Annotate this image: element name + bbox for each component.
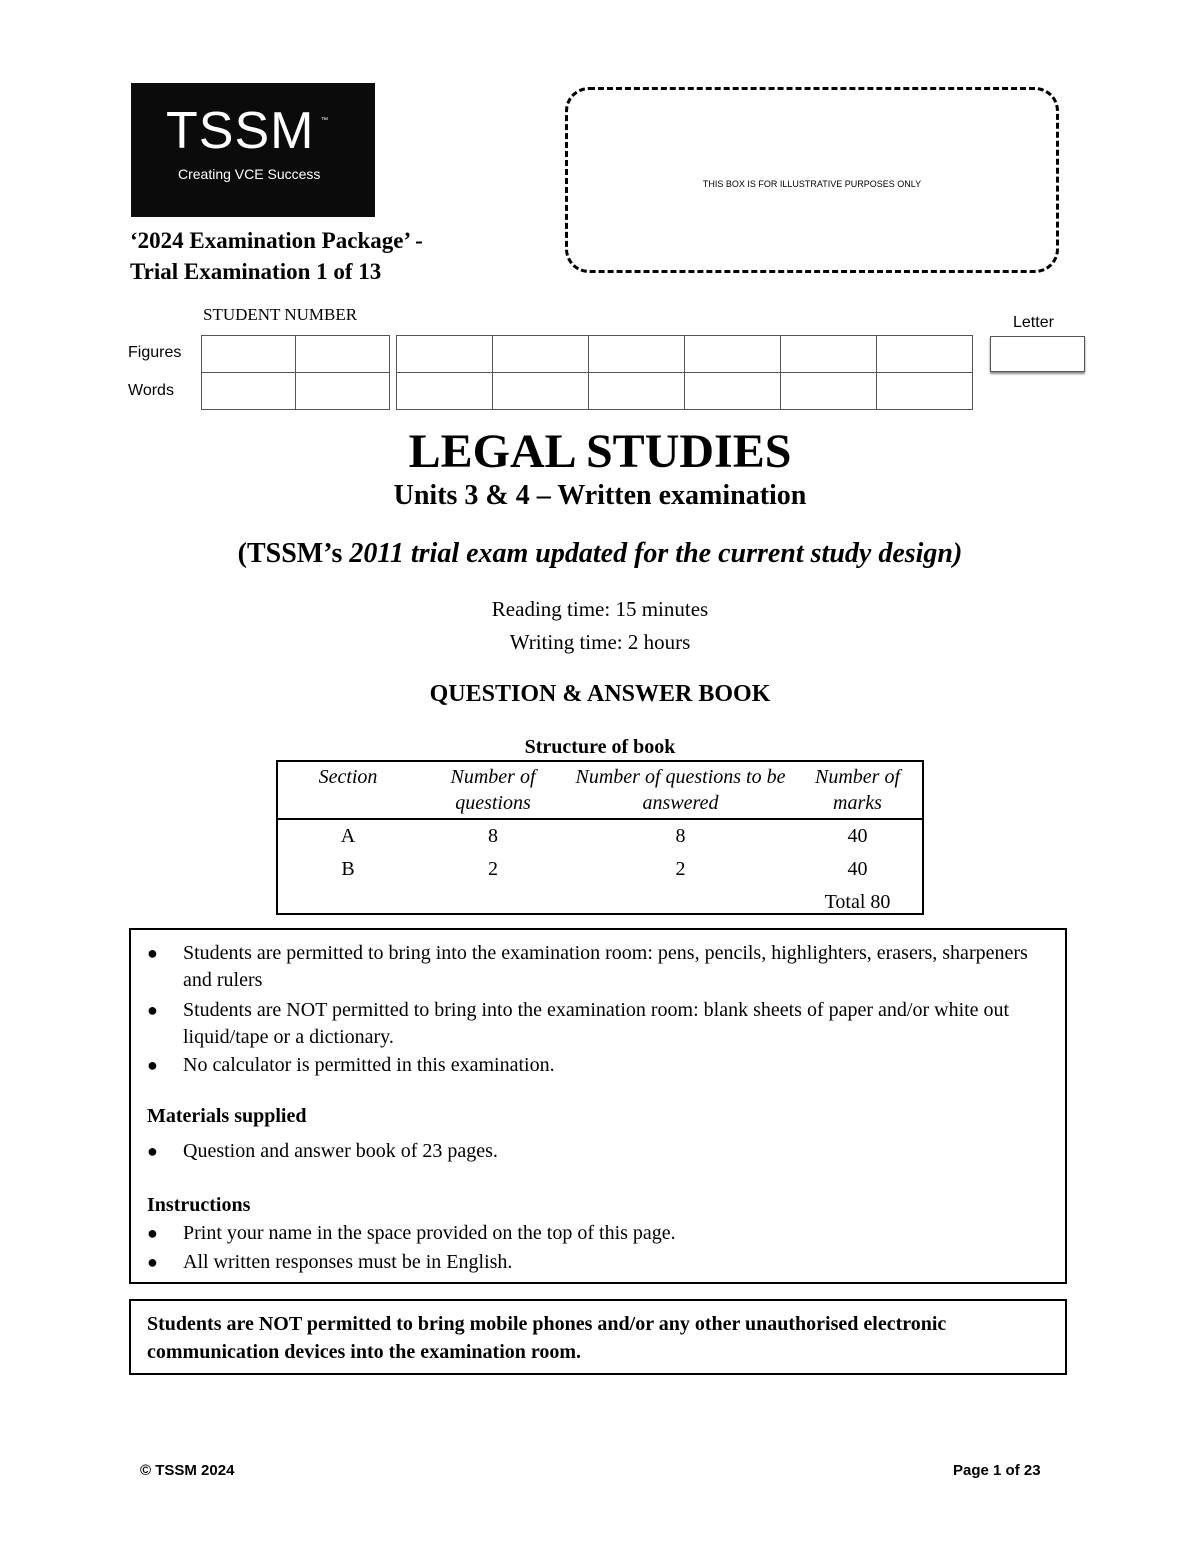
illustrative-box-text: THIS BOX IS FOR ILLUSTRATIVE PURPOSES ONLY (702, 179, 922, 189)
list-item (147, 1220, 1047, 1247)
exam-note-italic: 2011 trial exam updated for the current study design) (349, 538, 963, 569)
bullet-icon: ● (147, 1252, 158, 1272)
header-section: Section (278, 762, 418, 819)
total-marks: Total 80 (824, 891, 891, 913)
book-title: QUESTION & ANSWER BOOK (429, 681, 771, 707)
student-number-grid-main (396, 335, 973, 410)
exam-title: LEGAL STUDIES (408, 425, 792, 478)
structure-caption: Structure of book (524, 736, 676, 758)
bullet-icon: ● (147, 1000, 158, 1020)
exam-subtitle: Units 3 & 4 – Written examination (393, 480, 807, 511)
figure-cell[interactable] (493, 336, 589, 373)
word-cell[interactable] (202, 373, 296, 410)
table-cell: 8 (675, 825, 686, 847)
student-number-grid-prefix (201, 335, 390, 410)
exam-note (0, 540, 1200, 568)
table-row (278, 853, 922, 886)
instruction-text: Print your name in the space provided on the top of this page. (183, 1222, 676, 1244)
table-cell (278, 886, 418, 919)
words-label: Words (128, 382, 174, 399)
bullet-icon: ● (147, 1055, 158, 1075)
table-row (278, 886, 922, 919)
list-item (147, 940, 1047, 994)
header-marks: Number of marks (793, 762, 922, 819)
table-cell: A (340, 825, 356, 847)
figure-cell[interactable] (202, 336, 296, 373)
instruction-text: All written responses must be in English. (183, 1251, 513, 1273)
logo-tagline: Creating VCE Success (178, 166, 321, 182)
word-cell[interactable] (397, 373, 493, 410)
figure-cell[interactable] (685, 336, 781, 373)
table-cell: 2 (675, 858, 686, 880)
logo-trademark: ™ (321, 117, 328, 124)
rules-box (129, 928, 1067, 1284)
warning-text: Students are NOT permitted to bring mobile phones and/or any other unauthorised electronic communication devices into the examination room. (147, 1313, 947, 1363)
illustrative-box (565, 87, 1059, 273)
tssm-logo (131, 83, 375, 217)
package-title: ‘2024 Examination Package’ - (130, 228, 423, 253)
structure-table (276, 760, 924, 915)
list-item (147, 997, 1047, 1051)
table-cell (568, 886, 793, 919)
header-to-answer: Number of questions to be answered (568, 762, 793, 819)
figure-cell[interactable] (589, 336, 685, 373)
table-row (278, 819, 922, 853)
bullet-icon: ● (147, 1141, 158, 1161)
trial-exam-number: Trial Examination 1 of 13 (130, 259, 382, 284)
figure-cell[interactable] (877, 336, 973, 373)
warning-box (129, 1299, 1067, 1375)
figures-label: Figures (128, 344, 182, 361)
table-cell (418, 886, 568, 919)
bullet-icon: ● (147, 1223, 158, 1243)
word-cell[interactable] (493, 373, 589, 410)
word-cell[interactable] (589, 373, 685, 410)
header-num-questions: Number of questions (418, 762, 568, 819)
list-item (147, 1249, 1047, 1276)
table-cell: 8 (488, 825, 498, 847)
figure-cell[interactable] (296, 336, 390, 373)
instructions-heading: Instructions (147, 1194, 251, 1216)
letter-box[interactable] (990, 336, 1085, 372)
footer-copyright: © TSSM 2024 (140, 1462, 235, 1479)
bullet-icon: ● (147, 943, 158, 963)
footer-page-number: Page 1 of 23 (953, 1462, 1041, 1479)
letter-label: Letter (1013, 314, 1054, 331)
figure-cell[interactable] (397, 336, 493, 373)
rule-text: No calculator is permitted in this examination. (183, 1054, 555, 1076)
rule-text: Students are permitted to bring into the examination room: pens, pencils, highlighters, erasers, sharpeners and rulers (183, 942, 1028, 991)
logo-name: TSSM (166, 102, 315, 160)
reading-time: Reading time: 15 minutes (491, 597, 709, 621)
structure-header-row (278, 762, 922, 819)
rule-text: Students are NOT permitted to bring into the examination room: blank sheets of paper and/or white out liquid/tape or a dictionary. (183, 999, 1010, 1048)
materials-heading: Materials supplied (147, 1105, 307, 1127)
material-text: Question and answer book of 23 pages. (183, 1140, 498, 1162)
word-cell[interactable] (685, 373, 781, 410)
list-item (147, 1138, 1047, 1165)
exam-note-prefix: (TSSM’s (237, 538, 350, 569)
table-cell: B (341, 858, 355, 880)
student-number-title: STUDENT NUMBER (203, 305, 358, 324)
word-cell[interactable] (781, 373, 877, 410)
figure-cell[interactable] (781, 336, 877, 373)
writing-time: Writing time: 2 hours (509, 630, 691, 654)
word-cell[interactable] (877, 373, 973, 410)
list-item (147, 1052, 1047, 1079)
table-cell: 40 (847, 858, 868, 880)
table-cell: 40 (847, 825, 868, 847)
table-cell: 2 (488, 858, 498, 880)
word-cell[interactable] (296, 373, 390, 410)
